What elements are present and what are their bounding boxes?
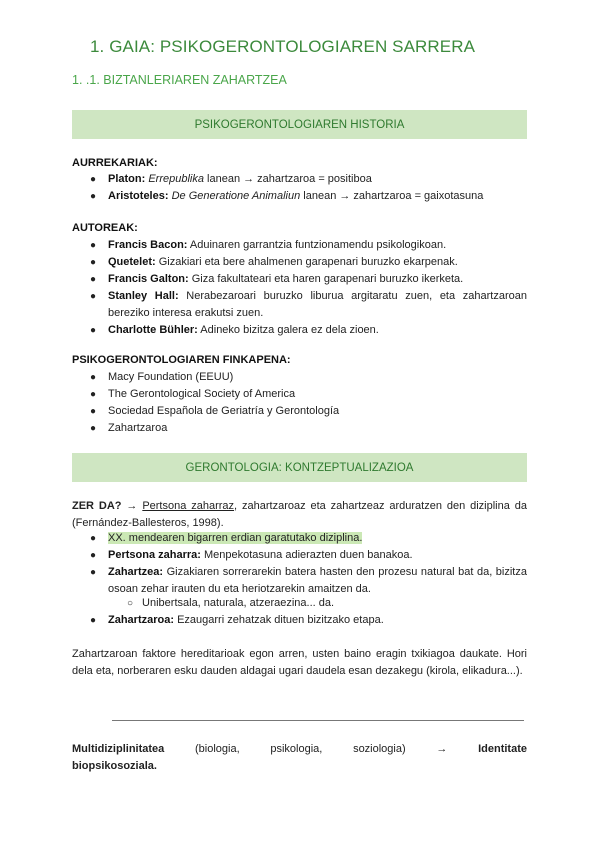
band-historia-label: PSIKOGERONTOLOGIAREN HISTORIA — [194, 118, 405, 131]
section-subtitle: 1. .1. BIZTANLERIAREN ZAHARTZEA — [72, 73, 287, 87]
body-paragraph: Zahartzaroan faktore hereditarioak egon arren, usten baino eragin txikiagoa daukate. Hori dela eta, norberaren esku dauden aldagai ugari daudela esan dezakegu (kirola, elikadura...). — [72, 648, 527, 677]
list-item: ● Sociedad Española de Geriatría y Gerontología — [90, 403, 527, 420]
bullet-icon: ● — [90, 291, 97, 302]
list-item: ● Charlotte Bühler: Adineko bizitza galera ez dela zioen. — [90, 322, 527, 339]
list-item: ● Macy Foundation (EEUU) — [90, 369, 527, 386]
section-band-historia — [72, 110, 527, 139]
zerda-list — [90, 530, 527, 598]
aurrekariak-list — [90, 171, 527, 205]
page-title: 1. GAIA: PSIKOGERONTOLOGIAREN SARRERA — [90, 37, 476, 56]
bullet-icon: ● — [90, 325, 97, 336]
list-item: ● Zahartzea: Gizakiaren sorrerarekin batera hasten den prozesu natural bat da, bizitza osoan zehar irauten du eta heriotzarekin amaitzen da. — [90, 566, 527, 595]
circle-bullet-icon: ○ — [127, 598, 134, 609]
aurrekariak-heading: AURREKARIAK: — [72, 157, 158, 169]
sub-list-item: ○ Unibertsala, naturala, atzeraezina... da. — [127, 597, 335, 609]
highlighted-text: XX. mendearen bigarren erdian garatutako diziplina. — [108, 532, 363, 544]
list-item: ● The Gerontological Society of America — [90, 386, 527, 403]
list-item: ● Zahartzaroa: Ezaugarri zehatzak dituen bizitzako etapa. — [90, 612, 527, 629]
autoreak-list — [90, 237, 527, 339]
finkapena-list — [90, 369, 527, 437]
bullet-icon: ● — [90, 191, 97, 202]
finkapena-heading: PSIKOGERONTOLOGIAREN FINKAPENA: — [72, 354, 291, 366]
bullet-icon: ● — [90, 257, 97, 268]
bullet-icon: ● — [90, 274, 97, 285]
bullet-icon: ● — [90, 389, 97, 400]
bullet-icon: ● — [90, 372, 97, 383]
bullet-icon: ● — [90, 615, 97, 626]
bullet-icon: ● — [90, 240, 97, 251]
bullet-icon: ● — [90, 533, 97, 544]
list-item: ● Pertsona zaharra: Menpekotasuna adierazten duen banakoa. — [90, 547, 527, 564]
list-item: ● Zahartzaroa — [90, 420, 527, 437]
divider — [112, 720, 524, 721]
list-item: ● Platon: Errepublika lanean → zahartzaroa = positiboa — [90, 171, 527, 188]
footer-paragraph: Multidiziplinitatea (biologia, psikologia, soziologia) → Identitate biopsikosoziala. — [72, 743, 527, 772]
list-item: ● Quetelet: Gizakiari eta bere ahalmenen garapenari buruzko ekarpenak. — [90, 254, 527, 271]
list-item: ● Francis Galton: Giza fakultateari eta haren garapenari buruzko ikerketa. — [90, 271, 527, 288]
zerda-paragraph: ZER DA? → Pertsona zaharraz, zahartzaroaz eta zahartzeaz arduratzen den diziplina da (Fernández-Ballesteros, 1998). — [72, 500, 527, 529]
list-item: ● Stanley Hall: Nerabezaroari buruzko liburua argitaratu zuen, eta zahartzaroan bereziko interesa erakutsi zuen. — [90, 290, 527, 319]
bullet-icon: ● — [90, 406, 97, 417]
bullet-icon: ● — [90, 423, 97, 434]
bullet-icon: ● — [90, 174, 97, 185]
bullet-icon: ● — [90, 550, 97, 561]
autoreak-heading: AUTOREAK: — [72, 222, 138, 234]
bullet-icon: ● — [90, 567, 97, 578]
list-item: ● Francis Bacon: Aduinaren garrantzia funtzionamendu psikologikoan. — [90, 237, 527, 254]
band-gerontologia-label: GERONTOLOGIA: KONTZEPTUALIZAZIOA — [185, 461, 414, 474]
list-item: ● Aristoteles: De Generatione Animaliun lanean → zahartzaroa = gaixotasuna — [90, 188, 527, 205]
section-band-gerontologia — [72, 453, 527, 482]
zerda-list-cont — [90, 612, 527, 629]
list-item — [90, 530, 527, 547]
